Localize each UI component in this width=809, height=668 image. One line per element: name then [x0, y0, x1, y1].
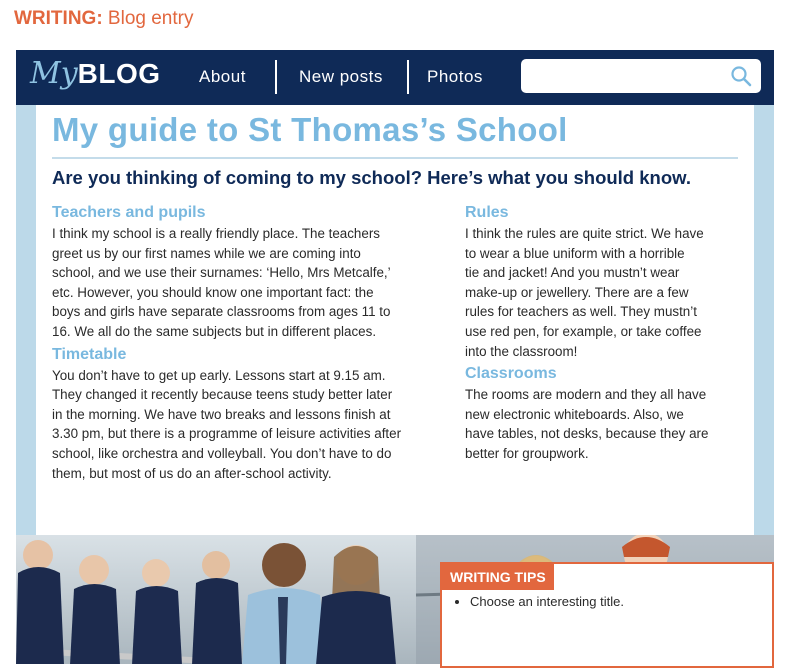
exercise-title: Blog entry — [102, 8, 194, 29]
section-line: in the morning. We have two breaks and lessons finish at — [52, 406, 391, 422]
exercise-prefix: WRITING: — [14, 8, 103, 29]
logo-blog: BLOG — [77, 58, 161, 89]
section-line: to wear a blue uniform with a horrible — [465, 245, 685, 261]
section-line: rules for teachers as well. They mustn’t — [465, 304, 697, 320]
writing-tips-box — [440, 562, 774, 668]
search-input[interactable] — [521, 59, 761, 93]
left-column — [52, 204, 447, 483]
section-line: into the classroom! — [465, 343, 578, 359]
section-line: greet us by our first names while we are coming into — [52, 245, 361, 261]
section-line: use red pen, for example, or take coffee — [465, 323, 702, 339]
nav-divider — [407, 60, 409, 94]
section-heading: Classrooms — [465, 365, 557, 383]
section-line: You don’t have to get up early. Lessons start at 9.15 am. — [52, 367, 386, 383]
section-line: have tables, not desks, because they are — [465, 426, 709, 442]
writing-tips-heading: WRITING TIPS — [442, 564, 554, 590]
section-line: They changed it recently because teens study better later — [52, 387, 393, 403]
nav-photos[interactable]: Photos — [427, 67, 483, 86]
section-line: them, but most of us do an after-school activity. — [52, 465, 332, 481]
exercise-label — [14, 8, 193, 30]
section-line: I think the rules are quite strict. We have — [465, 226, 704, 241]
section-line: I think my school is a really friendly place. The teachers — [52, 226, 380, 241]
article-subtitle: Are you thinking of coming to my school? Here’s what you should know. — [52, 167, 691, 188]
article-title: My guide to St Thomas’s School — [52, 111, 568, 148]
section-line: school, and we use their surnames: ‘Hello, Mrs Metcalfe,’ — [52, 265, 391, 281]
section-line: better for groupwork. — [465, 445, 589, 461]
section-line: 3.30 pm, but there is a programme of leisure activities after — [52, 426, 402, 442]
logo-my: My — [30, 56, 78, 91]
section-heading: Teachers and pupils — [52, 204, 206, 221]
title-divider — [52, 157, 738, 159]
blog-logo[interactable] — [30, 56, 161, 91]
nav-divider — [275, 60, 277, 94]
section-line: tie and jacket! And you mustn’t wear — [465, 265, 680, 281]
blog-navbar — [16, 50, 774, 105]
nav-about[interactable]: About — [199, 67, 246, 86]
nav-new-posts[interactable]: New posts — [299, 67, 383, 86]
article — [36, 105, 754, 575]
section-heading: Timetable — [52, 345, 127, 363]
search-icon[interactable] — [729, 64, 753, 88]
section-heading: Rules — [465, 204, 509, 221]
writing-tip-item: • Choose an interesting title. — [470, 594, 772, 609]
section-line: The rooms are modern and they all have — [465, 387, 707, 403]
right-column — [465, 204, 745, 464]
section-line: 16. We all do the same subjects but in different places. — [52, 323, 377, 339]
section-line: school, like orchestra and volleyball. You don’t have to do — [52, 445, 392, 461]
writing-tips-list — [442, 594, 772, 609]
section-line: boys and girls have separate classrooms from ages 11 to — [52, 304, 391, 320]
section-line: new electronic whiteboards. Also, we — [465, 406, 684, 422]
section-line: make-up or jewellery. There are a few — [465, 284, 689, 300]
section-line: etc. However, you should know one important fact: the — [52, 284, 374, 300]
